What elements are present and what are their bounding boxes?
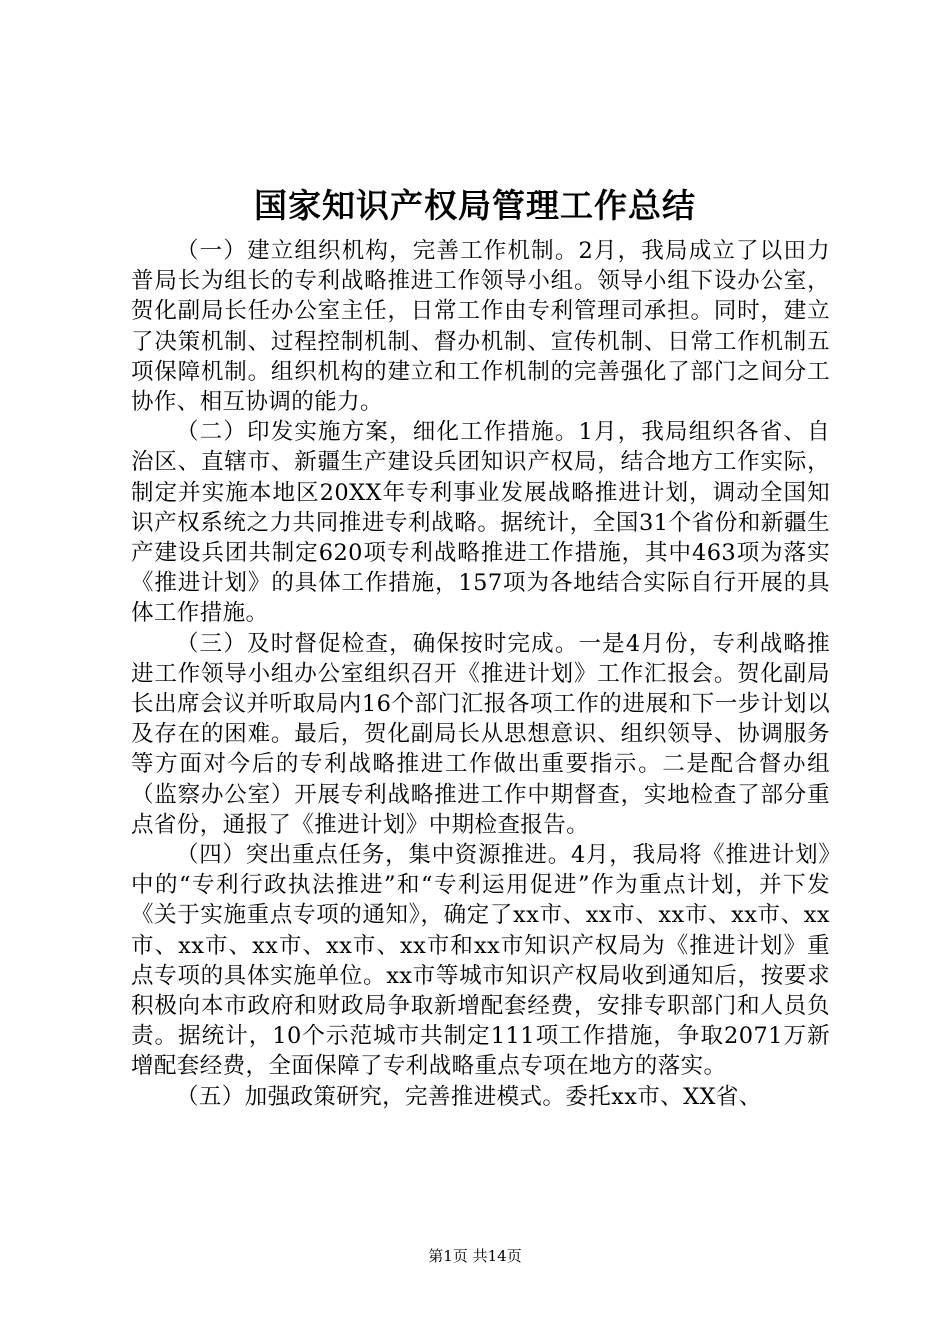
paragraph-5: （五）加强政策研究，完善推进模式。委托xx市、XX省、 xyxy=(176,1083,762,1110)
paragraph-4: （四）突出重点任务，集中资源推进。4月，我局将《推进计划》中的“专利行政执法推进”和“专利运用促进”作为重点计划，并下发《关于实施重点专项的通知》，确定了xx市、xx市、xx市、xx市、xx市、xx市、xx市、xx市、xx市和xx市知识产权局为《推进计划》重点专项的具体实施单位。xx市等城市知识产权局收到通知后，按要求积极向本市政府和财政局争取新增配套经费，安排专职部门和人员负责。据统计，10个示范城市共制定111项工作措施，争取2071万新增配套经费，全面保障了专利战略重点专项在地方的落实。 xyxy=(131,842,830,1080)
document-body xyxy=(131,236,830,1112)
paragraph-1: （一）建立组织机构，完善工作机制。2月，我局成立了以田力普局长为组长的专利战略推进工作领导小组。领导小组下设办公室，贺化副局长任办公室主任，日常工作由专利管理司承担。同时，建立了决策机制、过程控制机制、督办机制、宣传机制、日常工作机制五项保障机制。组织机构的建立和工作机制的完善强化了部门之间分工协作、相互协调的能力。 xyxy=(131,238,830,416)
paragraph-2: （二）印发实施方案，细化工作措施。1月，我局组织各省、自治区、直辖市、新疆生产建设兵团知识产权局，结合地方工作实际，制定并实施本地区20XX年专利事业发展战略推进计划，调动全国知识产权系统之力共同推进专利战略。据统计，全国31个省份和新疆生产建设兵团共制定620项专利战略推进工作措施，其中463项为落实《推进计划》的具体工作措施，157项为各地结合实际自行开展的具体工作措施。 xyxy=(131,419,830,627)
paragraph-3: （三）及时督促检查，确保按时完成。一是4月份，专利战略推进工作领导小组办公室组织召开《推进计划》工作汇报会。贺化副局长出席会议并听取局内16个部门汇报各项工作的进展和下一步计划以及存在的困难。最后，贺化副局长从思想意识、组织领导、协调服务等方面对今后的专利战略推进工作做出重要指示。二是配合督办组（监察办公室）开展专利战略推进工作中期督查，实地检查了部分重点省份，通报了《推进计划》中期检查报告。 xyxy=(131,630,830,838)
page-footer: 第1页 共14页 xyxy=(428,1247,522,1265)
document-title: 国家知识产权局管理工作总结 xyxy=(254,186,696,225)
